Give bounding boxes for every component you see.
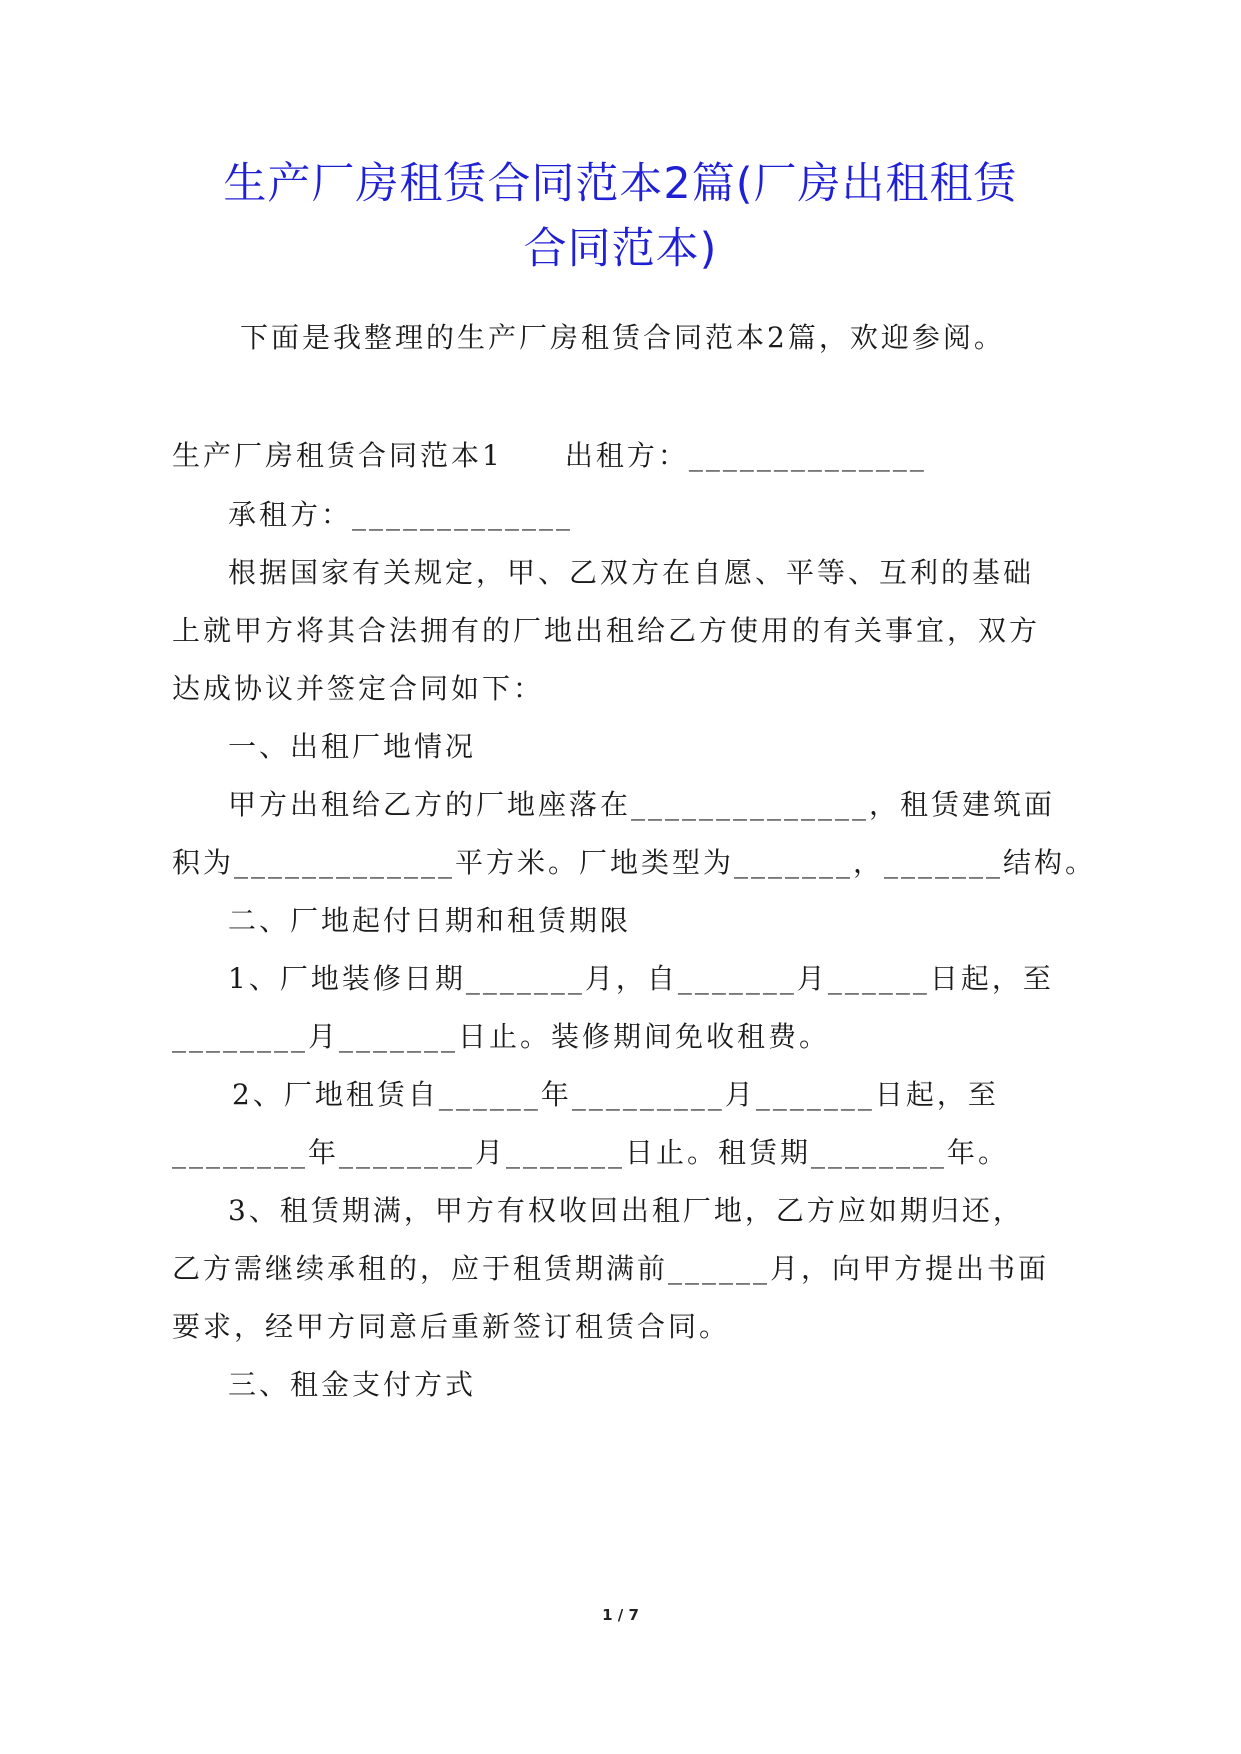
contract-heading-lessor-line: 生产厂房租赁合同范本1 出租方：______________: [172, 439, 927, 472]
lessee-line: 承租方：_____________: [228, 498, 574, 531]
body-paragraph-line: 要求，经甲方同意后重新签订租赁合同。: [172, 1310, 731, 1343]
document-title-line-2: 合同范本): [523, 224, 718, 274]
body-paragraph-line: 根据国家有关规定，甲、乙双方在自愿、平等、互利的基础: [228, 556, 1035, 589]
document-title-line-1: 生产厂房租赁合同范本2篇(厂房出租租赁: [223, 159, 1018, 209]
body-paragraph-line: 上就甲方将其合法拥有的厂地出租给乙方使用的有关事宜，双方: [172, 614, 1041, 647]
section-heading-1: 一、出租厂地情况: [228, 730, 477, 763]
body-paragraph-line: ________年________月_______日止。租赁期________年。: [172, 1136, 1010, 1169]
body-paragraph-line: 达成协议并签定合同如下：: [172, 672, 545, 705]
body-paragraph-line: ________月_______日止。装修期间免收租费。: [172, 1020, 831, 1053]
body-paragraph-line: 乙方需继续承租的，应于租赁期满前______月，向甲方提出书面: [172, 1252, 1050, 1285]
body-paragraph-line: 3、租赁期满，甲方有权收回出租厂地，乙方应如期归还，: [228, 1194, 1024, 1227]
section-heading-2: 二、厂地起付日期和租赁期限: [228, 904, 632, 937]
section-heading-3: 三、租金支付方式: [228, 1368, 477, 1401]
page-number: 1 / 7: [602, 1606, 639, 1624]
body-paragraph-line: 甲方出租给乙方的厂地座落在______________，租赁建筑面: [228, 788, 1056, 821]
intro-paragraph: 下面是我整理的生产厂房租赁合同范本2篇，欢迎参阅。: [240, 321, 1005, 354]
body-paragraph-line: 1、厂地装修日期_______月，自_______月______日起，至: [228, 962, 1054, 995]
body-paragraph-line: 积为_____________平方米。厂地类型为_______，_______结构。: [172, 846, 1097, 879]
body-paragraph-line: 2、厂地租赁自______年_________月_______日起，至: [232, 1078, 999, 1111]
